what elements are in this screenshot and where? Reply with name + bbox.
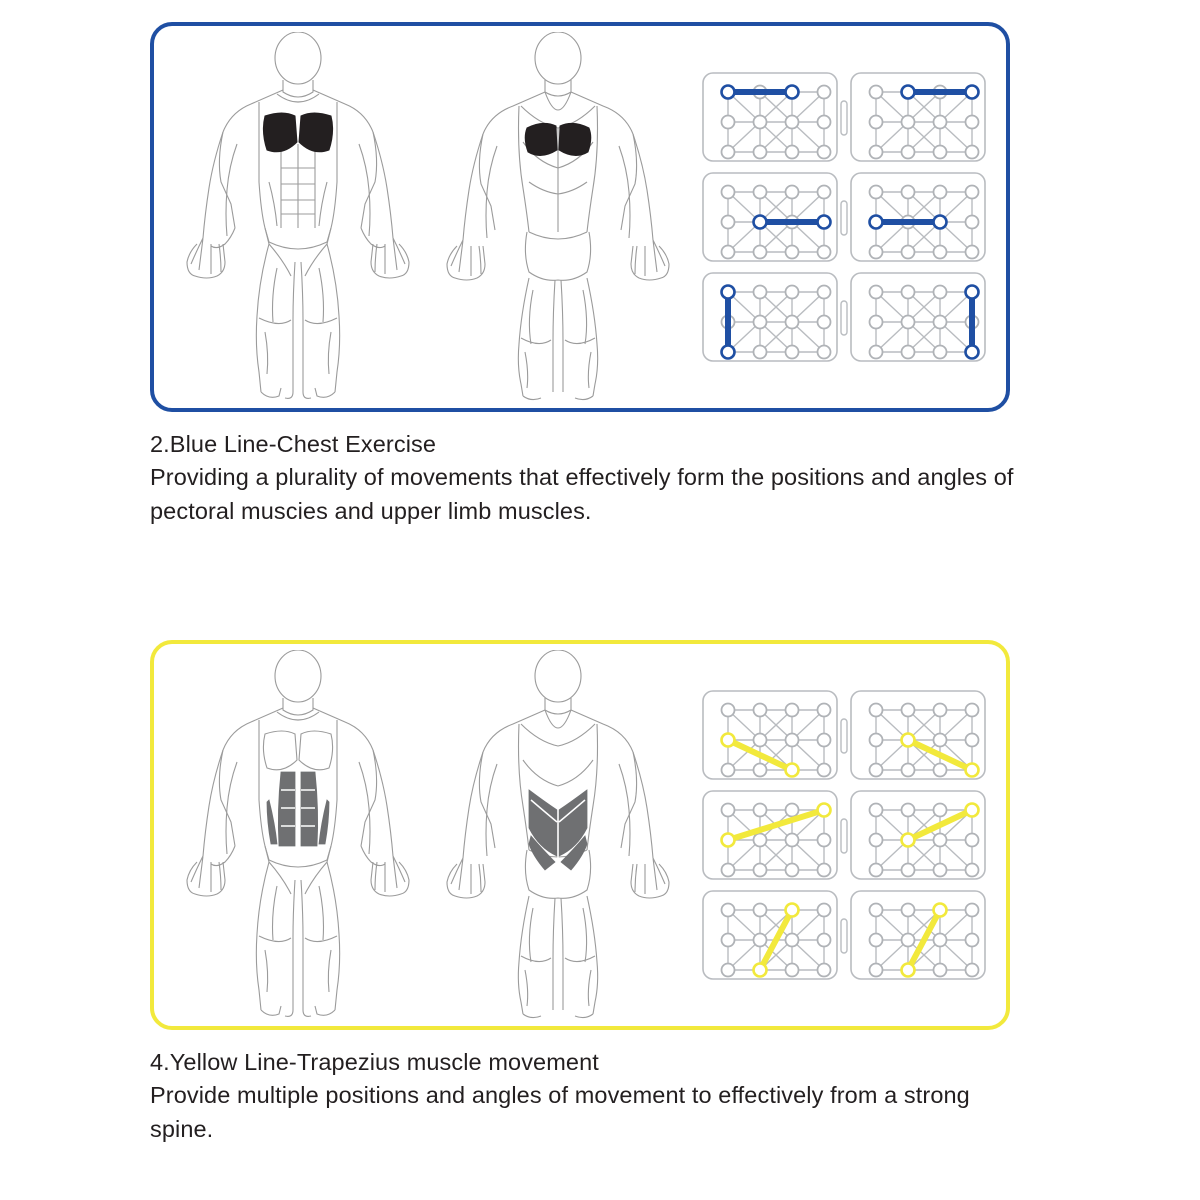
caption-description-yellow: Provide multiple positions and angles of movement to effectively from a strong spine. bbox=[150, 1082, 970, 1142]
front-body-muscle-diagram bbox=[173, 650, 423, 1020]
back-body-muscle-diagram bbox=[433, 32, 683, 402]
body-diagrams-yellow bbox=[154, 644, 694, 1026]
push-up-board-diagrams-yellow bbox=[694, 644, 994, 1026]
back-body-muscle-diagram bbox=[433, 650, 683, 1020]
highlighted-muscle-core bbox=[267, 772, 329, 846]
section-yellow-line-trapezius-movement bbox=[150, 640, 1010, 1146]
front-body-muscle-diagram bbox=[173, 32, 423, 402]
caption-yellow bbox=[150, 1046, 1020, 1146]
board-grid-blue bbox=[699, 67, 989, 367]
illustration-panel-blue bbox=[150, 22, 1010, 412]
caption-title-yellow: 4.Yellow Line-Trapezius muscle movement bbox=[150, 1049, 599, 1076]
board-grid-yellow bbox=[699, 685, 989, 985]
illustration-panel-yellow bbox=[150, 640, 1010, 1030]
caption-blue bbox=[150, 428, 1020, 528]
caption-title-blue: 2.Blue Line-Chest Exercise bbox=[150, 431, 437, 457]
push-up-board-diagrams-blue bbox=[694, 26, 994, 408]
caption-description-blue: Providing a plurality of movements that effectively form the positions and angles of pectoral muscies and upper limb muscles. bbox=[150, 464, 1014, 524]
section-blue-line-chest-exercise bbox=[150, 22, 1014, 528]
body-diagrams-blue bbox=[154, 26, 694, 408]
